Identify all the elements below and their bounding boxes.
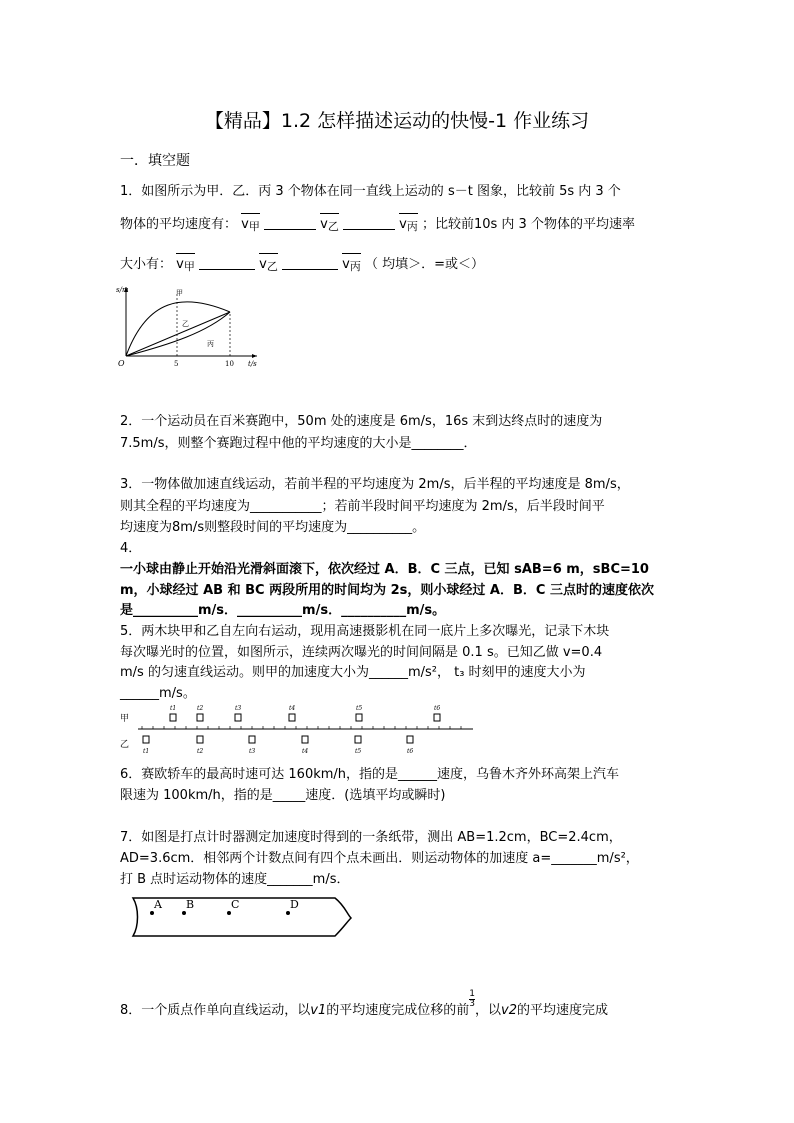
jia-time-label-1: t1 — [170, 705, 177, 712]
q1-line-2-suffix: ；比较前10s 内 3 个物体的平均速率 — [421, 217, 635, 232]
yi-block-2 — [197, 736, 203, 743]
paper-tape — [125, 892, 355, 942]
jia-time-label-4: t4 — [289, 705, 296, 712]
q2-line-2: 7.5m/s，则整个赛跑过程中他的平均速度的大小是________． — [120, 436, 477, 451]
q4-line-1: 一小球由静止开始沿光滑斜面滚下，依次经过 A．B．C 三点，已知 sAB=6 m，sBC=10 — [120, 562, 649, 577]
q3-line-3: 均速度为8m/s则整段时间的平均速度为__________。 — [120, 520, 426, 535]
fig-jia-blocks — [170, 705, 440, 721]
graph-label-jia: 甲 — [176, 289, 183, 297]
tape-label-c: C — [231, 898, 240, 911]
q7-line-1: 7．如图是打点计时器测定加速度时得到的一条纸带，测出 AB=1.2cm，BC=2.4cm， — [120, 830, 622, 845]
fig-row-yi: 乙 — [120, 740, 130, 750]
q4-line-3: 是__________m/s．__________m/s．__________m/s。 — [120, 603, 446, 618]
q7-line-2: AD=3.6cm．相邻两个计数点间有四个点未画出．则运动物体的加速度 a=_______m/s²， — [120, 851, 639, 866]
q1-line-2-prefix: 物体的平均速度有： — [120, 217, 238, 232]
yi-block-5 — [355, 736, 361, 743]
q1-line-3 — [120, 253, 484, 274]
q8-fraction: $\frac{1}{3}$ — [469, 989, 475, 1009]
q1-line-3-prefix: 大小有： — [120, 257, 173, 272]
q1-blank-2[interactable] — [343, 217, 395, 230]
q8-mid2: ，以 — [475, 1003, 502, 1018]
jia-time-label-5: t5 — [356, 705, 363, 712]
jia-block-4 — [289, 714, 295, 721]
q3-line-1: 3．一物体做加速直线运动，若前半程的平均速度为 2m/s，后半程的平均速度是 8m/s， — [120, 477, 630, 492]
q7-line-3: 打 B 点时运动物体的速度_______m/s． — [120, 872, 350, 887]
q5-line-4: ______m/s。 — [120, 686, 196, 701]
q1-blank-1[interactable] — [264, 217, 316, 230]
yi-time-label-4: t4 — [302, 748, 309, 754]
yi-block-4 — [302, 736, 308, 743]
q4-line-2: m，小球经过 AB 和 BC 两段所用的时间均为 2s，则小球经过 A．B．C 三点时的速度依次 — [120, 583, 654, 598]
q8-line-1 — [120, 990, 608, 1018]
q1-blank-3[interactable] — [199, 257, 255, 270]
tape-dot-c — [227, 911, 231, 915]
x-arrow-icon — [252, 354, 257, 358]
exposure-figure — [118, 702, 478, 754]
tape-label-d: D — [290, 898, 299, 911]
graph-label-bing: 丙 — [207, 340, 214, 348]
graph-origin: O — [118, 359, 125, 368]
jia-block-1 — [170, 714, 176, 721]
fig-row-jia: 甲 — [120, 714, 130, 724]
yi-time-label-5: t5 — [355, 748, 362, 754]
jia-time-label-6: t6 — [434, 705, 441, 712]
v-bar-bing: v丙 — [399, 217, 418, 233]
yi-time-label-6: t6 — [407, 748, 414, 754]
yi-time-label-2: t2 — [197, 748, 204, 754]
q5-line-2: 每次曝光时的位置，如图所示，连续两次曝光的时间间隔是 0.1 s。已知乙做 v=0.4 — [120, 645, 603, 660]
yi-block-1 — [143, 736, 149, 743]
q8-v1: v1 — [310, 1003, 327, 1018]
jia-block-6 — [434, 714, 440, 721]
v-bar-jia: v甲 — [241, 217, 260, 233]
tape-dot-b — [182, 911, 186, 915]
q8-suffix: 的平均速度完成 — [516, 1003, 608, 1018]
q1-line-3-suffix: （ 均填＞．=或＜） — [364, 257, 484, 272]
graph-label-yi: 乙 — [182, 320, 189, 328]
tape-dot-d — [286, 911, 290, 915]
tape-label-b: B — [186, 898, 195, 911]
yi-time-label-1: t1 — [143, 748, 150, 754]
jia-time-label-3: t3 — [235, 705, 242, 712]
jia-block-5 — [356, 714, 362, 721]
q6-line-2: 限速为 100km/h，指的是_____速度．(选填平均或瞬时) — [120, 788, 446, 803]
jia-time-label-2: t2 — [197, 705, 204, 712]
graph-tick-5: 5 — [174, 360, 179, 368]
v-bar-jia-2: v甲 — [176, 257, 195, 273]
yi-block-6 — [407, 736, 413, 743]
yi-block-3 — [249, 736, 255, 743]
v-bar-bing-2: v丙 — [342, 257, 361, 273]
q6-line-1: 6．赛欧轿车的最高时速可达 160km/h，指的是______速度，乌鲁木齐外环高架上汽车 — [120, 767, 620, 782]
v-bar-yi: v乙 — [320, 217, 339, 233]
q2-line-1: 2．一个运动员在百米赛跑中，50m 处的速度是 6m/s，16s 末到达终点时的速度为 — [120, 414, 603, 429]
q4-number: 4． — [120, 541, 142, 556]
q5-line-1: 5．两木块甲和乙自左向右运动，现用高速摄影机在同一底片上多次曝光，记录下木块 — [120, 624, 610, 639]
graph-xlabel: t/s — [248, 360, 257, 368]
tape-outline — [133, 898, 351, 936]
q8-prefix: 8．一个质点作单向直线运动，以 — [120, 1003, 311, 1018]
page-title: 【精品】1.2 怎样描述运动的快慢-1 作业练习 — [204, 110, 590, 132]
v-bar-yi-2: v乙 — [259, 257, 278, 273]
st-graph — [112, 284, 262, 370]
graph-ylabel: s/m — [116, 286, 129, 294]
q1-blank-4[interactable] — [282, 257, 338, 270]
tape-dot-a — [150, 911, 154, 915]
tape-label-a: A — [154, 898, 162, 911]
line-yi — [126, 312, 230, 356]
section-heading: 一．填空题 — [120, 153, 190, 169]
q5-line-3: m/s 的匀速直线运动。则甲的加速度大小为______m/s²， t₃ 时刻甲的速度大小为 — [120, 665, 586, 680]
q1-line-1: 1．如图所示为甲．乙．丙 3 个物体在同一直线上运动的 s－t 图象，比较前 5s 内 3 个 — [120, 184, 621, 199]
fig-yi-blocks — [143, 736, 413, 754]
q1-line-2 — [120, 213, 635, 234]
jia-block-2 — [197, 714, 203, 721]
q3-line-2: 则其全程的平均速度为___________；若前半段时间平均速度为 2m/s，后半段时间平 — [120, 499, 605, 514]
yi-time-label-3: t3 — [249, 748, 256, 754]
curve-jia — [126, 302, 230, 356]
q8-mid: 的平均速度完成位移的前 — [326, 1003, 470, 1018]
jia-block-3 — [235, 714, 241, 721]
graph-tick-10: 10 — [225, 360, 234, 368]
q8-v2: v2 — [501, 1003, 517, 1018]
